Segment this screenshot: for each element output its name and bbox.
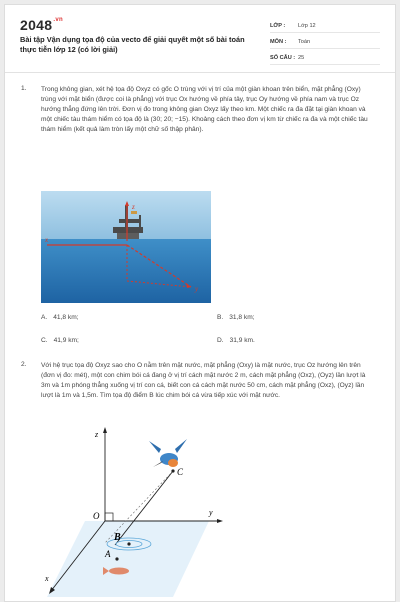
meta-label: MÔN : <box>270 38 287 45</box>
option-a[interactable] <box>41 314 79 321</box>
meta-row-subject <box>270 35 380 49</box>
option-value: 31,9 km. <box>229 337 255 344</box>
meta-row-count <box>270 51 380 65</box>
meta-label: SỐ CÂU : <box>270 54 296 61</box>
point-c-label: C <box>177 467 184 477</box>
kingfisher-diagram <box>37 423 227 601</box>
option-key: A. <box>41 314 48 321</box>
document-page <box>4 4 396 602</box>
meta-value: Toán <box>298 38 311 45</box>
question-number: 1. <box>21 85 27 92</box>
meta-value: 25 <box>298 54 305 61</box>
logo-text: 2048 <box>20 17 53 33</box>
photo-axis-z: z <box>132 203 135 211</box>
point-b-label: B <box>114 532 121 543</box>
option-b[interactable] <box>217 314 255 321</box>
logo-suffix: .vn <box>53 17 63 23</box>
option-value: 41,9 km; <box>53 337 79 344</box>
question-text: Trong không gian, xét hệ tọa độ Oxyz có gốc O trùng với vị trí của một giàn khoan trên biển, mặt phẳng (Oxy) trùng với mặt biển (được coi là phẳng) với trục Ox hướng về phía tây, trục Oy hướng về phía nam và trục Oz hướng thẳng đứng lên trời. Đơn vị đo trong không gian Oxyz lấy theo km. Một chiếc ra đa đặt tại giàn khoan và một chiếc tàu thám hiểm có tọa độ là (30; 20; −15). Khoảng cách theo đơn vị km từ chiếc ra đa và một chiếc tàu thám hiểm (kết quả làm tròn lấy một chữ số thập phân). <box>41 86 368 133</box>
page-title: Bài tập Vận dụng tọa độ của vecto để giải quyết một số bài toán thực tiễn lớp 12 (có lời giải) <box>20 35 245 54</box>
option-key: D. <box>217 337 224 344</box>
option-value: 41,8 km; <box>53 314 79 321</box>
photo-axis-x: x <box>45 236 49 244</box>
meta-label: LỚP : <box>270 22 286 29</box>
option-key: B. <box>217 314 224 321</box>
meta-value: Lớp 12 <box>298 22 316 29</box>
document-header <box>20 17 380 65</box>
photo-axis-y: y <box>195 285 199 293</box>
question-text: Với hệ trục tọa độ Oxyz sao cho O nằm trên mặt nước, mặt phẳng (Oxy) là mặt nước, trục Oz hướng lên trên (đơn vị đo: mét), một con chim bói cá đang ở vị trí cách mặt nước 2 m, cách mặt phẳng (Oxz), (Oyz) lần lượt là 3m và 1m phóng thẳng xuống vị trí con cá, biết con cá cách mặt nước 50 cm, cách mặt phẳng (Oxz), (Oyz) lần lượt là 1m và 1,5m. Tìm tọa độ điểm B lúc chim bói cá vừa tiếp xúc với mặt nước. <box>41 362 366 399</box>
axis-y-label: y <box>209 508 213 517</box>
option-c[interactable] <box>41 337 79 344</box>
axis-z-label: z <box>95 430 99 439</box>
meta-row-class <box>270 19 380 33</box>
meta-table <box>270 19 380 67</box>
point-a-label: A <box>105 549 111 559</box>
oil-rig-photo <box>41 191 211 303</box>
origin-label: O <box>93 511 100 521</box>
option-d[interactable] <box>217 337 255 344</box>
kingfisher-icon <box>149 439 187 467</box>
site-logo[interactable] <box>20 17 63 33</box>
axis-x-label: x <box>45 574 49 583</box>
header-divider <box>5 72 395 73</box>
question-number: 2. <box>21 361 27 368</box>
option-key: C. <box>41 337 48 344</box>
option-value: 31,8 km; <box>229 314 255 321</box>
